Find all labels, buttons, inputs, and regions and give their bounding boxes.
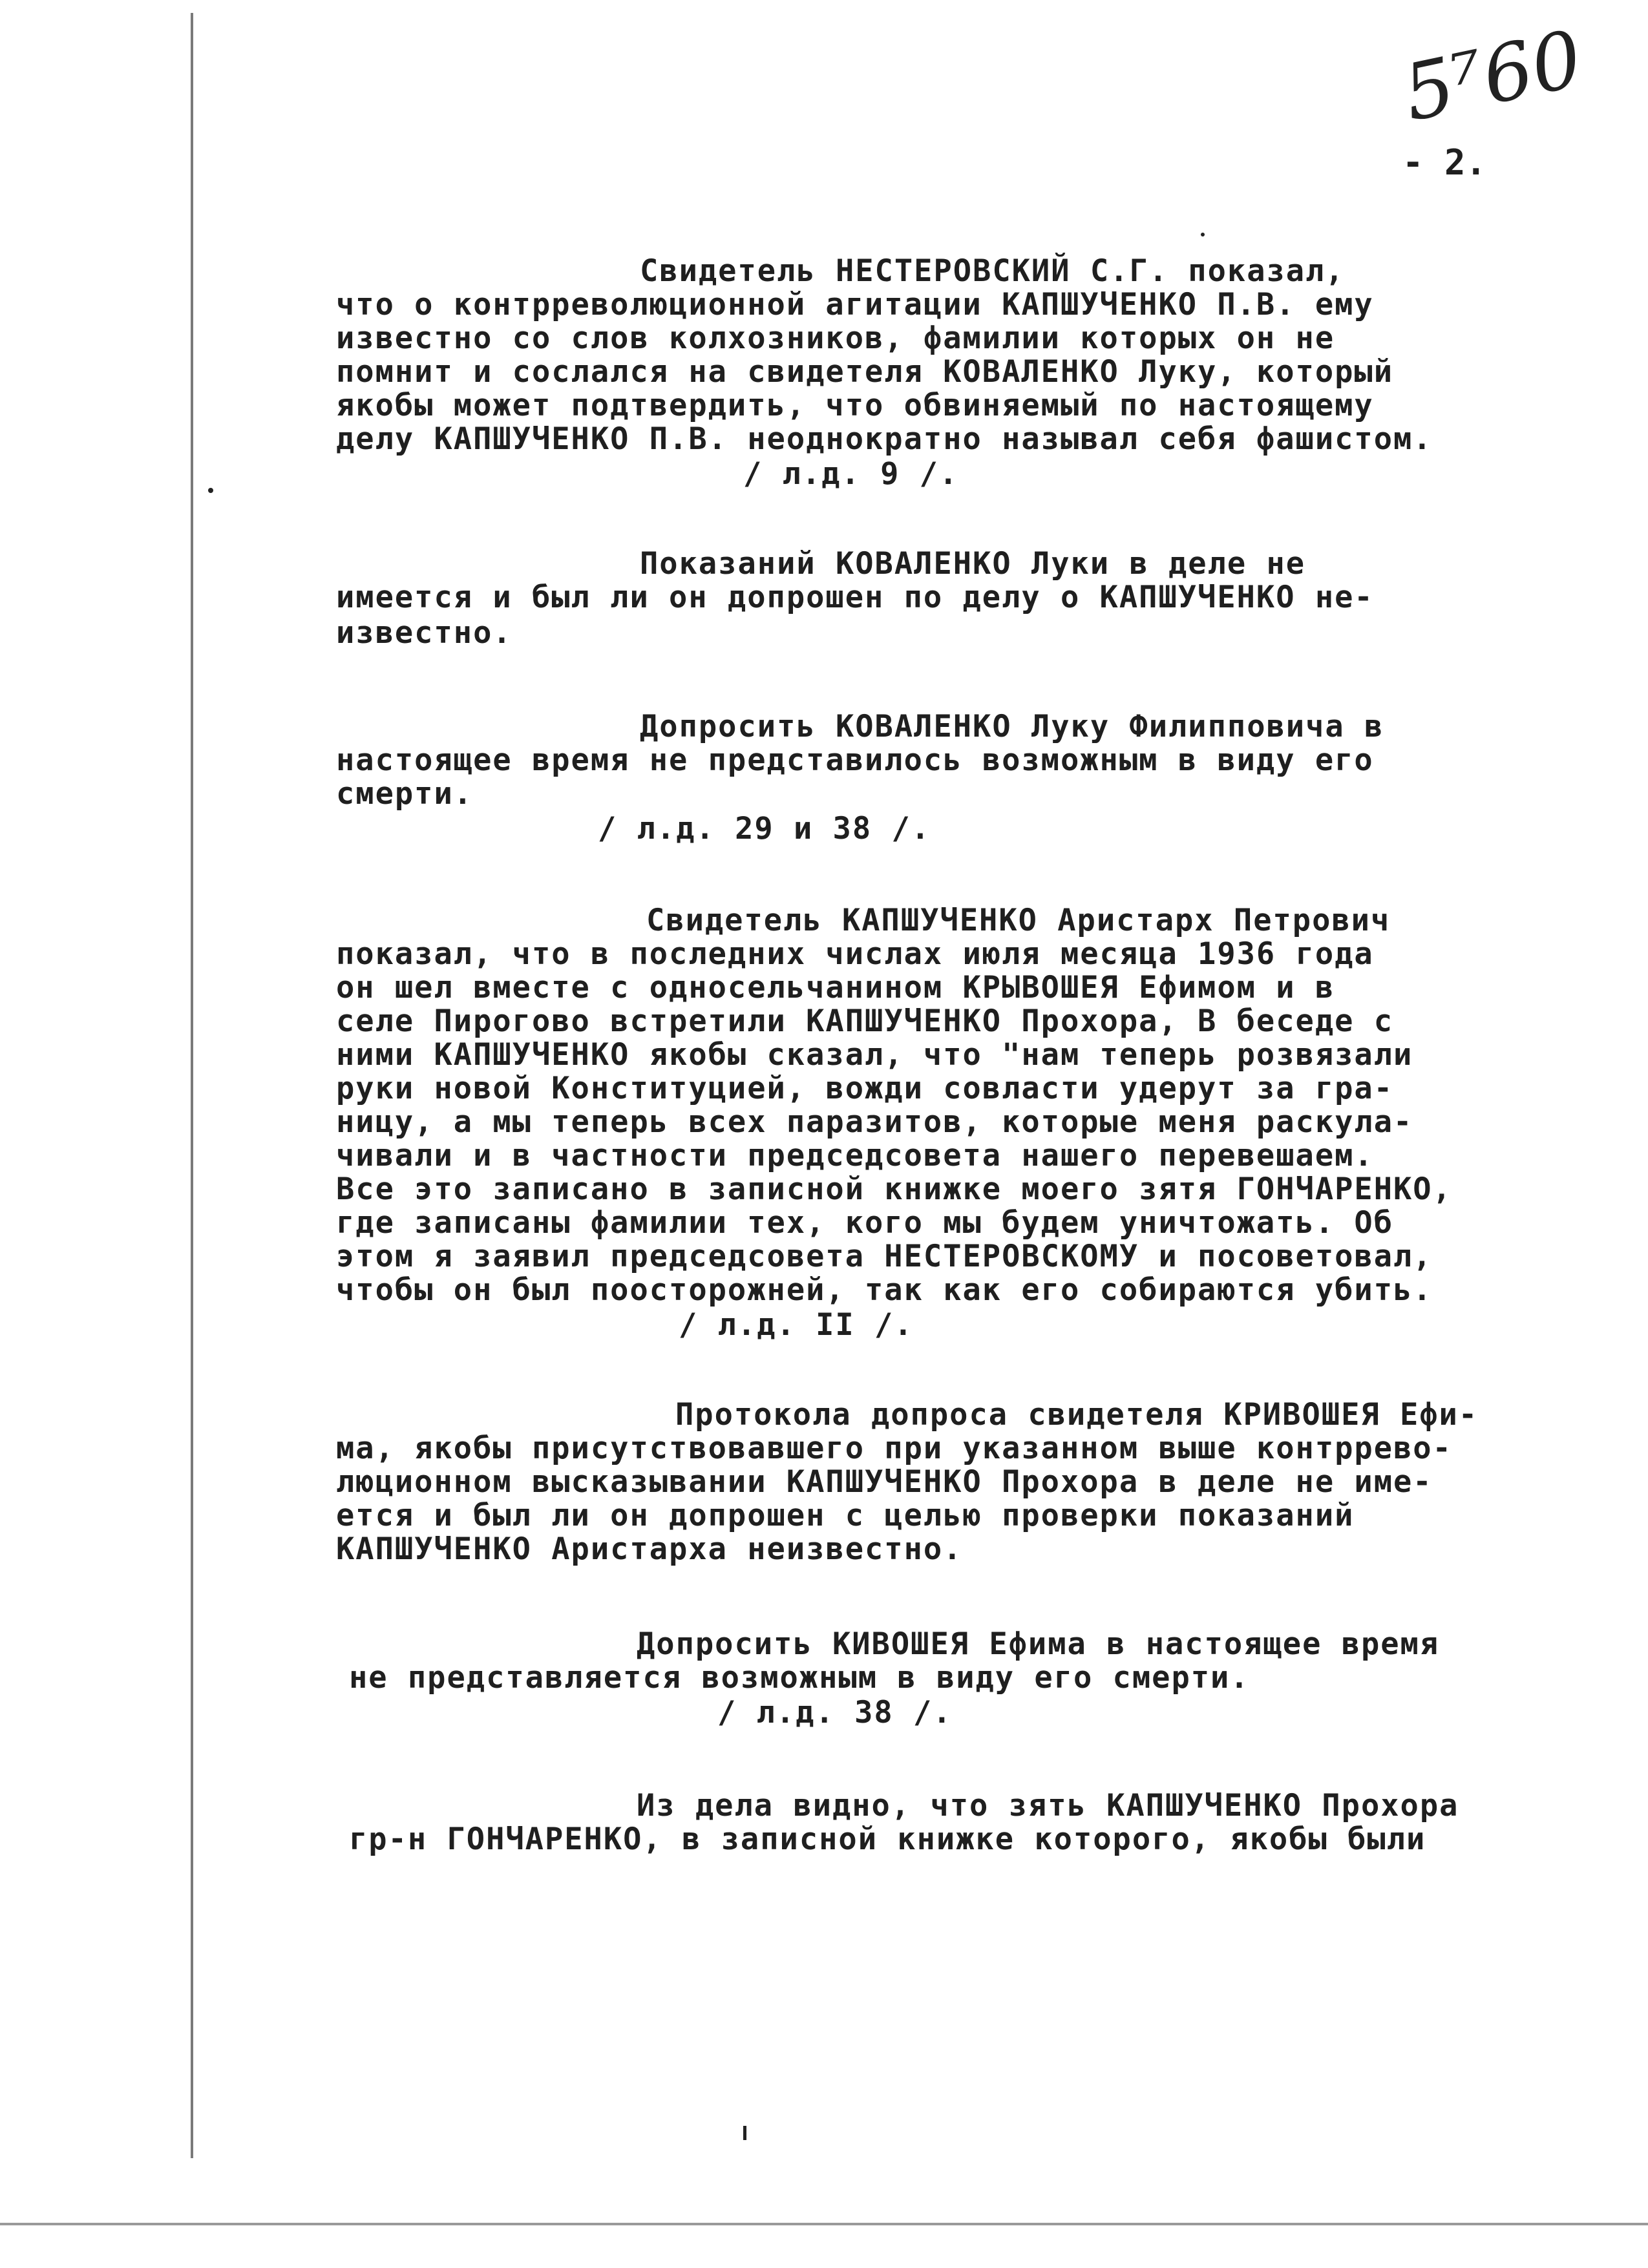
paragraph-6-line-2: не представляется возможным в виду его смерти.: [349, 1660, 1250, 1696]
paragraph-4-line-1: Свидетель КАПШУЧЕНКО Аристарх Петрович: [646, 903, 1391, 938]
paragraph-4-line-10: где записаны фамилии тех, кого мы будем уничтожать. Об: [336, 1205, 1394, 1241]
paragraph-5-line-5: КАПШУЧЕНКО Аристарха неизвестно.: [336, 1531, 963, 1567]
paragraph-4-citation: / л.д. II /.: [679, 1307, 914, 1343]
paragraph-4-line-3: он шел вместе с односельчанином КРЫВОШЕЯ Ефимом и в: [336, 970, 1335, 1005]
handwritten-folio-number: 5⁷60: [1395, 14, 1590, 140]
paragraph-4-line-6: руки новой Конституцией, вожди совласти удерут за гра-: [336, 1071, 1394, 1106]
paragraph-4-line-11: этом я заявил председсовета НЕСТЕРОВСКОМУ и посоветовал,: [336, 1239, 1433, 1274]
left-margin-rule: [191, 13, 193, 2158]
stray-mark: [208, 488, 213, 493]
paragraph-1-line-3: известно со слов колхозников, фамилии которых он не: [336, 320, 1335, 356]
paragraph-4-line-8: чивали и в частности председсовета нашего перевешаем.: [336, 1138, 1374, 1173]
paragraph-1-line-2: что о контрреволюционной агитации КАПШУЧЕНКО П.В. ему: [336, 287, 1374, 322]
paragraph-5-line-4: ется и был ли он допрошен с целью проверки показаний: [336, 1498, 1355, 1533]
paragraph-6-line-1: Допросить КИВОШЕЯ Ефима в настоящее время: [637, 1626, 1440, 1662]
paragraph-7-line-2: гр-н ГОНЧАРЕНКО, в записной книжке которого, якобы были: [349, 1822, 1426, 1857]
paragraph-1-line-5: якобы может подтвердить, что обвиняемый по настоящему: [336, 388, 1374, 423]
paragraph-1-line-1: Свидетель НЕСТЕРОВСКИЙ С.Г. показал,: [640, 253, 1345, 289]
paragraph-4-line-4: селе Пирогово встретили КАПШУЧЕНКО Прохора, В беседе с: [336, 1003, 1394, 1039]
paragraph-5-line-3: люционном высказывании КАПШУЧЕНКО Прохора в деле не име-: [336, 1464, 1433, 1500]
paragraph-5-line-1: Протокола допроса свидетеля КРИВОШЕЯ Ефи-: [675, 1397, 1479, 1433]
paragraph-4-line-5: ними КАПШУЧЕНКО якобы сказал, что "нам теперь розвязали: [336, 1037, 1413, 1073]
paragraph-1-line-4: помнит и сослался на свидетеля КОВАЛЕНКО Луку, который: [336, 354, 1394, 390]
paragraph-4-line-7: ницу, а мы теперь всех паразитов, которые меня раскула-: [336, 1104, 1413, 1140]
bottom-edge-rule: [0, 2223, 1648, 2225]
paragraph-4-line-2: показал, что в последних числах июля месяца 1936 года: [336, 936, 1374, 972]
stray-mark: [1201, 233, 1205, 236]
stray-mark: [743, 2126, 746, 2140]
paragraph-7-line-1: Из дела видно, что зять КАПШУЧЕНКО Прохора: [637, 1788, 1459, 1823]
paragraph-4-line-12: чтобы он был поосторожней, так как его собираются убить.: [336, 1272, 1433, 1308]
paragraph-3-line-3: смерти.: [336, 776, 474, 812]
page-number: - 2.: [1402, 142, 1487, 183]
paragraph-2-line-2: имеется и был ли он допрошен по делу о КАПШУЧЕНКО не-: [336, 580, 1374, 615]
paragraph-1-citation: / л.д. 9 /.: [743, 456, 959, 492]
paragraph-1-line-6: делу КАПШУЧЕНКО П.В. неоднократно называл себя фашистом.: [336, 421, 1433, 457]
paragraph-3-citation: / л.д. 29 и 38 /.: [598, 811, 931, 846]
paragraph-6-citation: / л.д. 38 /.: [717, 1695, 953, 1730]
paragraph-5-line-2: ма, якобы присутствовавшего при указанном выше контррево-: [336, 1431, 1452, 1466]
paragraph-4-line-9: Все это записано в записной книжке моего зятя ГОНЧАРЕНКО,: [336, 1171, 1452, 1207]
paragraph-2-line-1: Показаний КОВАЛЕНКО Луки в деле не: [640, 546, 1306, 582]
paragraph-3-line-1: Допросить КОВАЛЕНКО Луку Филипповича в: [640, 709, 1384, 744]
paragraph-3-line-2: настоящее время не представилось возможным в виду его: [336, 742, 1374, 778]
paragraph-2-line-3: известно.: [336, 615, 512, 651]
